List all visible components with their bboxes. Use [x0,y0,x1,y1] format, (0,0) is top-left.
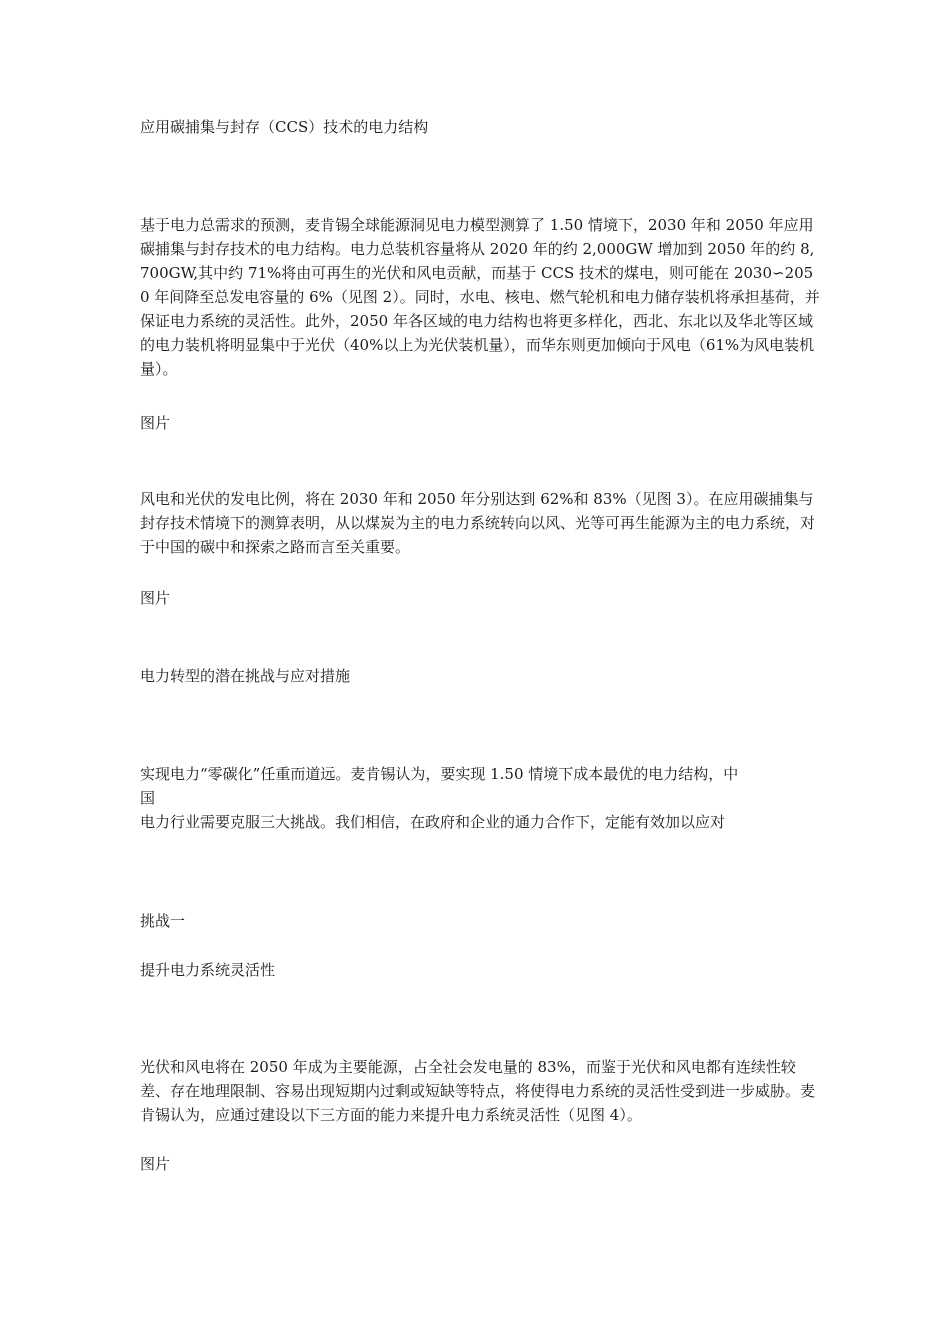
section-heading-challenges: 电力转型的潜在挑战与应对措施 [140,667,351,685]
challenge-title: 提升电力系统灵活性 [140,961,276,979]
paragraph-flexibility: 光伏和风电将在 2050 年成为主要能源，占全社会发电量的 83%，而鉴于光伏和风电都有连续性较差、存在地理限制、容易出现短期内过剩或短缺等特点，将使得电力系统的灵活性受到进一步威胁。麦肯锡认为，应通过建设以下三方面的能力来提升电力系统灵活性（见图 4）。 [140,1058,816,1124]
paragraph-line: 国 [140,789,156,807]
section-heading-ccs: 应用碳捕集与封存（CCS）技术的电力结构 [140,118,429,136]
figure-placeholder-label: 图片 [140,589,171,607]
paragraph-line: 电力行业需要克服三大挑战。我们相信，在政府和企业的通力合作下，定能有效加以应对 [140,813,726,831]
figure-placeholder-label: 图片 [140,414,171,432]
figure-placeholder-label: 图片 [140,1155,171,1173]
paragraph-wind-solar-ratio: 风电和光伏的发电比例，将在 2030 年和 2050 年分别达到 62%和 83%（见图 3）。在应用碳捕集与封存技术情境下的测算表明，从以煤炭为主的电力系统转向以风、光等可再生能源为主的电力系统，对于中国的碳中和探索之路而言至关重要。 [140,490,816,556]
challenge-label: 挑战一 [140,912,186,930]
paragraph-line: 实现电力“零碳化”任重而道远。麦肯锡认为，要实现 1.50 情境下成本最优的电力结构，中 [140,765,739,783]
paragraph-zero-carbon [140,762,820,834]
paragraph-power-structure: 基于电力总需求的预测，麦肯锡全球能源洞见电力模型测算了 1.50 情境下，2030 年和 2050 年应用碳捕集与封存技术的电力结构。电力总装机容量将从 2020 年的约 2,000GW 增加到 2050 年的约 8,700GW,其中约 71%将由可再生的光伏和风电贡献，而基于 CCS 技术的煤电，则可能在 2030∽2050 年间降至总发电容量的 6%（见图 2）。同时，水电、核电、燃气轮机和电力储存装机将承担基荷，并保证电力系统的灵活性。此外，2050 年各区域的电力结构也将更多样化，西北、东北以及华北等区域的电力装机将明显集中于光伏（40%以上为光伏装机量），而华东则更加倾向于风电（61%为风电装机量）。 [140,216,820,378]
